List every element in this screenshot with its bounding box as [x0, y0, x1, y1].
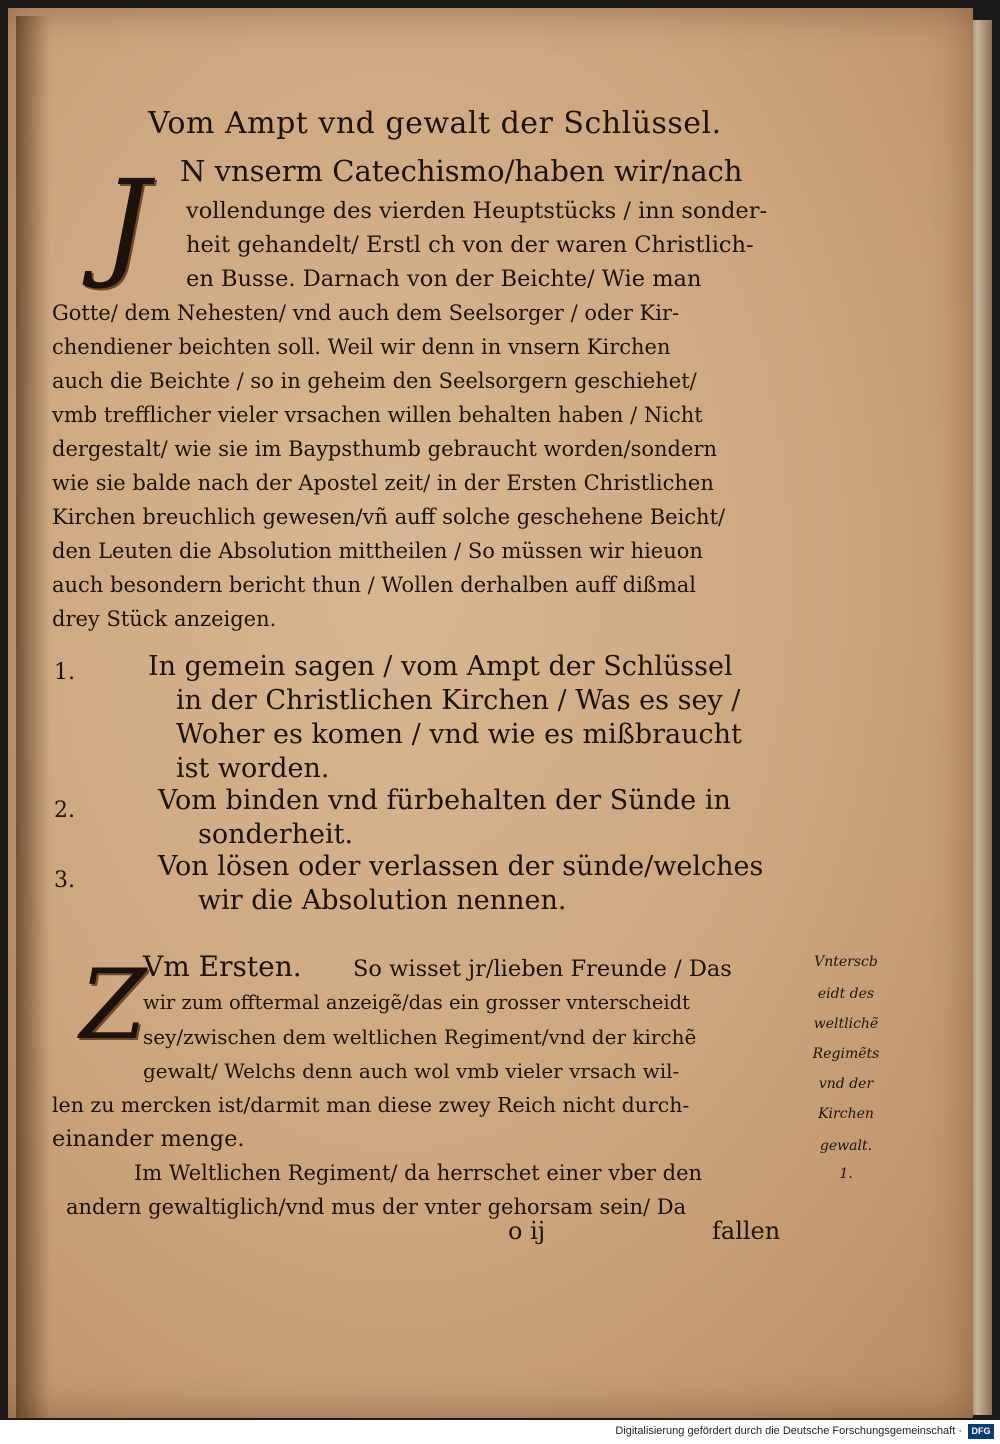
intro-line: vmb trefflicher vieler vrsachen willen behalten haben / Nicht: [52, 403, 703, 427]
page-gutter: [16, 16, 50, 1426]
margin-note-line: gewalt.: [819, 1138, 873, 1154]
intro-line: chendiener beichten soll. Weil wir denn in vnsern Kirchen: [52, 335, 671, 359]
section-line: sey/zwischen dem weltlichen Regiment/vnd der kirchẽ: [143, 1025, 697, 1049]
intro-line: Gotte/ dem Nehesten/ vnd auch dem Seelsorger / oder Kir-: [52, 301, 680, 325]
intro-line: en Busse. Darnach von der Beichte/ Wie man: [186, 266, 702, 292]
footer-credit: Digitalisierung gefördert durch die Deutsche Forschungsgemeinschaft ·: [615, 1425, 962, 1437]
section-line: einander menge.: [52, 1126, 245, 1152]
intro-line: den Leuten die Absolution mittheilen / So müssen wir hieuon: [52, 539, 703, 563]
margin-note-line: Vnterscb: [814, 954, 878, 970]
page-heading: Vom Ampt vnd gewalt der Schlüssel.: [148, 106, 722, 141]
list-item-line: ist worden.: [176, 753, 330, 784]
decorated-initial-Z: Z: [79, 949, 147, 1061]
margin-note-line: Regimẽts: [812, 1046, 880, 1062]
intro-line: auch besondern bericht thun / Wollen derhalben auff dißmal: [52, 573, 696, 597]
section-heading: Vm Ersten.: [143, 950, 302, 983]
intro-line: auch die Beichte / so in geheim den Seelsorgern geschiehet/: [52, 369, 697, 393]
list-item-line: wir die Absolution nennen.: [198, 885, 567, 916]
section-line: len zu mercken ist/darmit man diese zwey Reich nicht durch-: [52, 1093, 690, 1117]
list-item-line: Vom binden vnd fürbehalten der Sünde in: [158, 785, 731, 816]
margin-note-line: 1.: [839, 1166, 853, 1182]
list-item-line: sonderheit.: [198, 819, 354, 850]
section-line: gewalt/ Welchs denn auch wol vmb vieler vrsach wil-: [143, 1059, 680, 1083]
intro-line: heit gehandelt/ Erstl ch von der waren Christlich-: [186, 232, 754, 258]
margin-note-line: vnd der: [818, 1076, 874, 1092]
section-line: Im Weltlichen Regiment/ da herrschet einer vber den: [134, 1161, 703, 1185]
intro-line: Kirchen breuchlich gewesen/vñ auff solche geschehene Beicht/: [52, 505, 726, 529]
section-line: andern gewaltiglich/vnd mus der vnter gehorsam sein/ Da: [66, 1195, 687, 1219]
margin-note-line: Kirchen: [818, 1106, 874, 1122]
catchword: fallen: [712, 1217, 781, 1245]
section-line: So wisset jr/lieben Freunde / Das: [353, 956, 732, 982]
list-item-line: In gemein sagen / vom Ampt der Schlüssel: [148, 651, 733, 682]
decorated-initial-I: J: [102, 154, 150, 292]
section-line: wir zum offtermal anzeigẽ/das ein grosser vnterscheidt: [143, 991, 690, 1014]
list-item-line: Woher es komen / vnd wie es mißbraucht: [176, 719, 742, 750]
dfg-logo: DFG: [968, 1424, 994, 1439]
intro-line: wie sie balde nach der Apostel zeit/ in der Ersten Christlichen: [52, 471, 714, 495]
list-number: 3.: [54, 868, 75, 893]
list-item-line: in der Christlichen Kirchen / Was es sey /: [176, 685, 741, 716]
margin-note-line: weltlichẽ: [813, 1016, 879, 1032]
intro-line: drey Stück anzeigen.: [52, 607, 277, 631]
document-page: [8, 8, 973, 1418]
list-item-line: Von lösen oder verlassen der sünde/welches: [158, 851, 764, 882]
signature-mark: o ij: [508, 1217, 546, 1245]
list-number: 2.: [54, 798, 75, 823]
intro-line: vollendunge des vierden Heuptstücks / inn sonder-: [186, 198, 768, 224]
intro-line: N vnserm Catechismo/haben wir/nach: [180, 154, 743, 188]
digitization-footer: [0, 1420, 1000, 1444]
margin-note-line: eidt des: [817, 986, 875, 1002]
list-number: 1.: [54, 660, 75, 685]
intro-line: dergestalt/ wie sie im Baypsthumb gebraucht worden/sondern: [52, 437, 717, 461]
